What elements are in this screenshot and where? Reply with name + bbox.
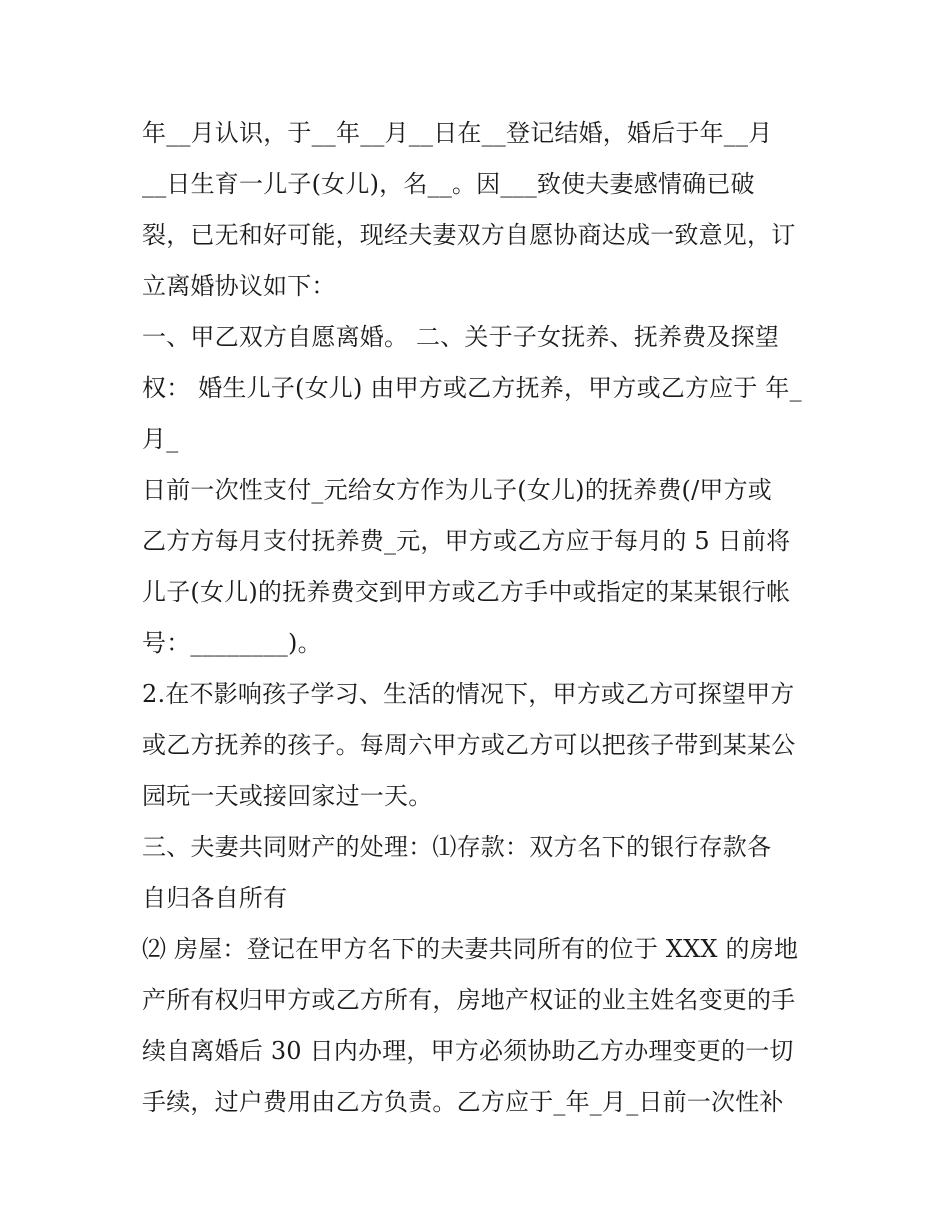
text-line: ⑵ 房屋：登记在甲方名下的夫妻共同所有的位于 XXX 的房地 bbox=[142, 935, 799, 963]
text-line: 或乙方抚养的孩子。每周六甲方或乙方可以把孩子带到某某公 bbox=[142, 731, 796, 759]
text-line: 号：________)。 bbox=[142, 629, 322, 657]
text-line: __日生育一儿子(女儿)，名__。因___致使夫妻感情确已破 bbox=[142, 170, 755, 198]
text-line: 手续，过户费用由乙方负责。乙方应于_年_月_日前一次性补 bbox=[142, 1088, 784, 1116]
text-line: 产所有权归甲方或乙方所有，房地产权证的业主姓名变更的手 bbox=[142, 986, 796, 1014]
text-line: 裂，已无和好可能，现经夫妻双方自愿协商达成一致意见，订 bbox=[142, 221, 796, 249]
text-line: 日前一次性支付_元给女方作为儿子(女儿)的抚养费(/甲方或 bbox=[142, 476, 772, 504]
text-line: 2.在不影响孩子学习、生活的情况下，甲方或乙方可探望甲方 bbox=[142, 680, 795, 708]
text-line: 月_ bbox=[142, 425, 179, 453]
text-line: 乙方方每月支付抚养费_元，甲方或乙方应于每月的 5 日前将 bbox=[142, 527, 791, 555]
text-line: 三、夫妻共同财产的处理：⑴存款：双方名下的银行存款各 bbox=[142, 833, 772, 861]
text-line: 年__月认识，于__年__月__日在__登记结婚，婚后于年__月 bbox=[142, 119, 773, 147]
text-line: 儿子(女儿)的抚养费交到甲方或乙方手中或指定的某某银行帐 bbox=[142, 578, 791, 606]
text-line: 园玩一天或接回家过一天。 bbox=[142, 782, 433, 810]
text-line: 续自离婚后 30 日内办理，甲方必须协助乙方办理变更的一切 bbox=[142, 1037, 794, 1065]
agreement-body bbox=[142, 108, 822, 1128]
text-line: 立离婚协议如下： bbox=[142, 272, 336, 300]
text-line: 自归各自所有 bbox=[142, 884, 288, 912]
text-line: 一、甲乙双方自愿离婚。 二、关于子女抚养、抚养费及探望 bbox=[142, 323, 780, 351]
text-line: 权： 婚生儿子(女儿) 由甲方或乙方抚养，甲方或乙方应于 年_ bbox=[142, 374, 802, 402]
